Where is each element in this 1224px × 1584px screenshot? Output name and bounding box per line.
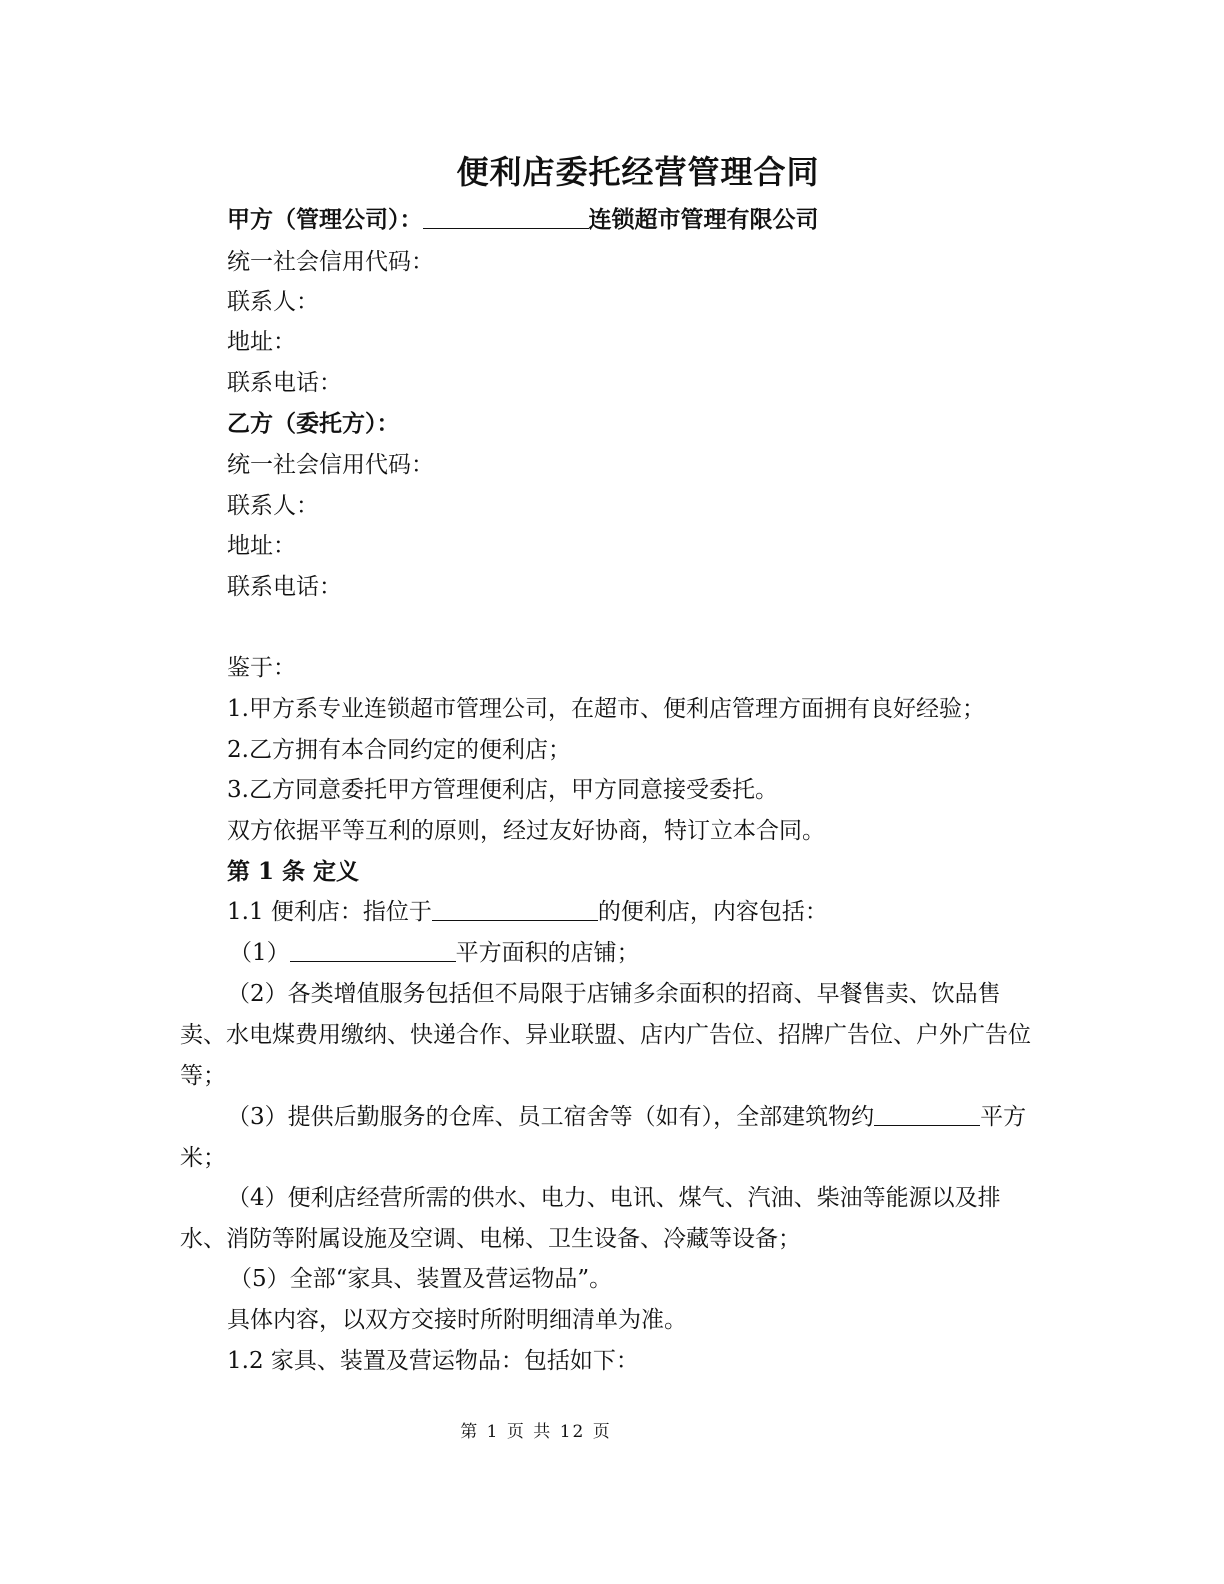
- party-b-phone-label: 联系电话：: [227, 574, 342, 600]
- store-location-blank: [432, 896, 598, 921]
- clause-1-2: 1.2 家具、装置及营运物品：包括如下：: [227, 1348, 639, 1374]
- party-a-contact-label: 联系人：: [227, 289, 319, 315]
- recital-item: 1.甲方系专业连锁超市管理公司，在超市、便利店管理方面拥有良好经验；: [227, 696, 985, 722]
- party-a-heading-prefix: 甲方（管理公司）：: [227, 206, 423, 233]
- party-a-heading: [227, 200, 819, 240]
- clause-1-1: [227, 892, 828, 932]
- building-area-blank: [874, 1101, 980, 1126]
- party-a-heading-suffix: 连锁超市管理有限公司: [588, 206, 819, 233]
- party-a-address-label: 地址：: [227, 329, 296, 355]
- definition-item-5: （5）全部“家具、装置及营运物品”。: [229, 1266, 613, 1292]
- definition-item-2: （2）各类增值服务包括但不局限于店铺多余面积的招商、早餐售卖、饮品售卖、水电煤费用缴纳、快递合作、异业联盟、店内广告位、招牌广告位、户外广告位等；: [180, 981, 1031, 1089]
- party-a-name-blank: [423, 204, 589, 229]
- definition-item-4: （4）便利店经营所需的供水、电力、电讯、煤气、汽油、柴油等能源以及排水、消防等附属设施及空调、电梯、卫生设备、冷藏等设备；: [180, 1185, 1001, 1252]
- details-note: 具体内容，以双方交接时所附明细清单为准。: [227, 1307, 687, 1333]
- recitals-closing: 双方依据平等互利的原则，经过友好协商，特订立本合同。: [227, 818, 825, 844]
- party-a-phone-label: 联系电话：: [227, 370, 342, 396]
- party-b-contact-label: 联系人：: [227, 493, 319, 519]
- article-1-heading: 第 1 条 定义: [227, 858, 360, 885]
- document-title: 便利店委托经营管理合同: [456, 153, 820, 191]
- definition-item-3-suffix: 平方米；: [180, 1104, 1027, 1171]
- recital-item: 3.乙方同意委托甲方管理便利店，甲方同意接受委托。: [227, 777, 778, 803]
- definition-item-1-prefix: （1）: [229, 940, 290, 966]
- clause-1-1-suffix: 的便利店，内容包括：: [597, 899, 828, 925]
- recitals-heading: 鉴于：: [227, 655, 296, 681]
- party-a-credit-code-label: 统一社会信用代码：: [227, 249, 434, 275]
- recital-item: 2.乙方拥有本合同约定的便利店；: [227, 737, 571, 763]
- definition-item-1: [229, 933, 640, 973]
- party-b-address-label: 地址：: [227, 533, 296, 559]
- definition-item-1-suffix: 平方面积的店铺；: [455, 940, 640, 966]
- clause-1-1-prefix: 1.1 便利店：指位于: [227, 899, 432, 925]
- page-number-footer: 第 1 页 共 12 页: [460, 1422, 612, 1442]
- party-b-credit-code-label: 统一社会信用代码：: [227, 452, 434, 478]
- party-b-heading: 乙方（委托方）：: [227, 410, 400, 437]
- definition-item-3-prefix: （3）提供后勤服务的仓库、员工宿舍等（如有），全部建筑物约: [227, 1104, 875, 1130]
- store-area-blank: [290, 937, 456, 962]
- definition-item-3: [180, 1097, 1040, 1179]
